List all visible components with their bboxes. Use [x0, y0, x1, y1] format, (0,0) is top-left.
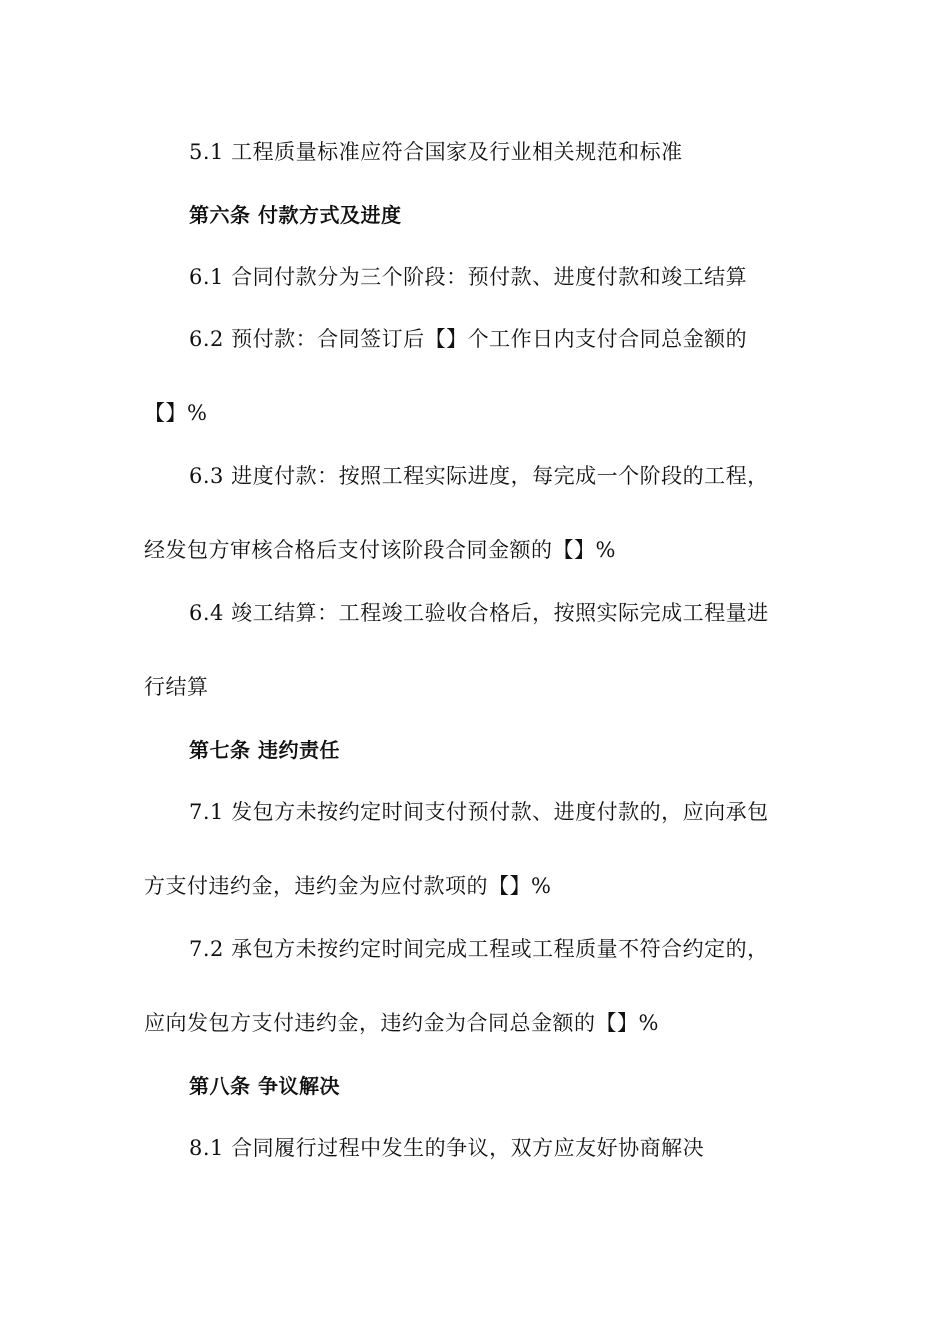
clause-6-2: 6.2 预付款：合同签订后【】个工作日内支付合同总金额的 [189, 327, 748, 351]
clause-6-1: 6.1 合同付款分为三个阶段：预付款、进度付款和竣工结算 [189, 265, 748, 289]
clause-7-2: 7.2 承包方未按约定时间完成工程或工程质量不符合约定的， [189, 937, 769, 961]
article-8-heading: 第八条 争议解决 [189, 1074, 340, 1098]
clause-7-1: 7.1 发包方未按约定时间支付预付款、进度付款的，应向承包 [189, 800, 769, 824]
article-7-heading: 第七条 违约责任 [189, 738, 340, 762]
clause-6-4: 6.4 竣工结算：工程竣工验收合格后，按照实际完成工程量进 [189, 601, 769, 625]
clause-7-1-continued: 方支付违约金，违约金为应付款项的【】% [144, 874, 552, 898]
article-6-heading: 第六条 付款方式及进度 [189, 203, 402, 227]
clause-6-4-continued: 行结算 [144, 675, 209, 699]
clause-6-3-continued: 经发包方审核合格后支付该阶段合同金额的【】% [144, 538, 616, 562]
clause-5-1: 5.1 工程质量标准应符合国家及行业相关规范和标准 [189, 140, 683, 164]
clause-6-2-continued: 【】% [144, 401, 208, 425]
clause-7-2-continued: 应向发包方支付违约金，违约金为合同总金额的【】% [144, 1011, 659, 1035]
clause-6-3: 6.3 进度付款：按照工程实际进度，每完成一个阶段的工程， [189, 464, 769, 488]
clause-8-1: 8.1 合同履行过程中发生的争议，双方应友好协商解决 [189, 1136, 705, 1160]
